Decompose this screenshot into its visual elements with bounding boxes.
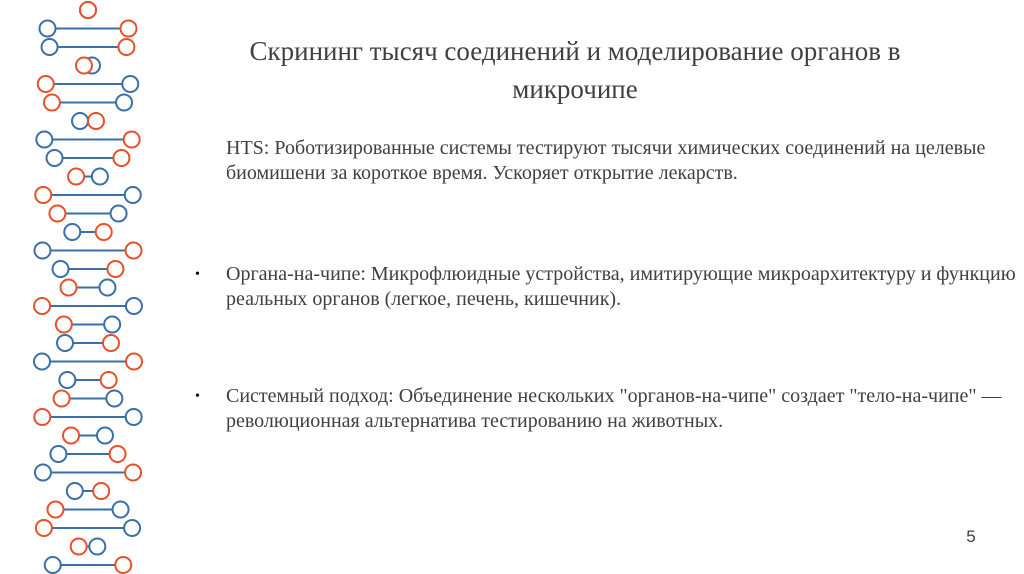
- helix-node-blue: [99, 280, 115, 296]
- helix-node-orange: [68, 169, 84, 185]
- helix-node-blue: [34, 243, 50, 259]
- helix-node-blue: [113, 502, 129, 518]
- bullet-text: HTS: Роботизированные системы тестируют тысячи химических соединений на целевые биомишени за короткое время. Ускоряет открытие лекарств.: [226, 137, 986, 184]
- helix-node-orange: [34, 298, 50, 314]
- helix-node-orange: [63, 428, 79, 444]
- helix-node-orange: [126, 354, 142, 370]
- helix-node-orange: [88, 113, 104, 129]
- helix-node-orange: [35, 187, 51, 203]
- bullet-marker: •: [195, 389, 200, 404]
- helix-node-blue: [126, 409, 142, 425]
- helix-node-orange: [101, 372, 117, 388]
- helix-node-orange: [110, 446, 126, 462]
- helix-node-blue: [40, 21, 56, 37]
- helix-node-blue: [64, 224, 80, 240]
- helix-node-orange: [113, 150, 129, 166]
- helix-node-blue: [122, 76, 138, 92]
- helix-node-orange: [38, 76, 54, 92]
- helix-node-orange: [44, 95, 60, 111]
- helix-node-blue: [124, 520, 140, 536]
- helix-node-orange: [61, 280, 77, 296]
- helix-node-orange: [96, 224, 112, 240]
- helix-node-orange: [71, 539, 87, 555]
- helix-node-blue: [45, 557, 61, 573]
- slide-title: Скрининг тысяч соединений и моделирование органов в микрочипе: [249, 36, 901, 104]
- helix-node-orange: [126, 243, 142, 259]
- helix-node-orange: [49, 206, 65, 222]
- helix-node-blue: [47, 150, 63, 166]
- helix-node-blue: [42, 39, 58, 55]
- helix-node-orange: [93, 483, 109, 499]
- helix-node-blue: [104, 317, 120, 333]
- helix-node-blue: [57, 335, 73, 351]
- helix-node-orange: [34, 409, 50, 425]
- helix-node-orange: [54, 391, 70, 407]
- helix-node-blue: [92, 169, 108, 185]
- helix-node-orange: [120, 21, 136, 37]
- helix-node-blue: [106, 391, 122, 407]
- helix-node-orange: [80, 2, 96, 18]
- helix-node-blue: [116, 95, 132, 111]
- helix-node-blue: [111, 206, 127, 222]
- bullet-marker: •: [195, 267, 200, 282]
- bullet-organ-on-chip: [195, 262, 1016, 312]
- helix-node-blue: [34, 354, 50, 370]
- helix-node-blue: [67, 483, 83, 499]
- helix-node-orange: [36, 520, 52, 536]
- page-number: 5: [966, 527, 976, 546]
- bullet-text: Системный подход: Объединение нескольких "органов-на-чипе" создает "тело-на-чипе" — революционная альтернатива тестированию на животных.: [226, 385, 1002, 432]
- helix-node-orange: [47, 502, 63, 518]
- bullet-hts: [226, 136, 1016, 186]
- helix-node-blue: [50, 446, 66, 462]
- helix-node-orange: [76, 58, 92, 74]
- helix-node-blue: [72, 113, 88, 129]
- helix-node-orange: [103, 335, 119, 351]
- helix-node-blue: [36, 132, 52, 148]
- dna-helix-icon: [0, 0, 180, 574]
- helix-node-orange: [124, 132, 140, 148]
- helix-node-orange: [107, 261, 123, 277]
- helix-node-blue: [89, 539, 105, 555]
- helix-node-orange: [125, 465, 141, 481]
- helix-node-blue: [53, 261, 69, 277]
- helix-node-blue: [35, 465, 51, 481]
- helix-node-blue: [126, 298, 142, 314]
- helix-node-blue: [125, 187, 141, 203]
- helix-node-orange: [118, 39, 134, 55]
- helix-node-blue: [97, 428, 113, 444]
- helix-node-blue: [59, 372, 75, 388]
- helix-node-orange: [115, 557, 131, 573]
- helix-node-orange: [56, 317, 72, 333]
- bullet-text: Органа-на-чипе: Микрофлюидные устройства, имитирующие микроархитектуру и функцию реальных органов (легкое, печень, кишечник).: [226, 263, 1016, 310]
- bullet-system-approach: [195, 384, 1016, 434]
